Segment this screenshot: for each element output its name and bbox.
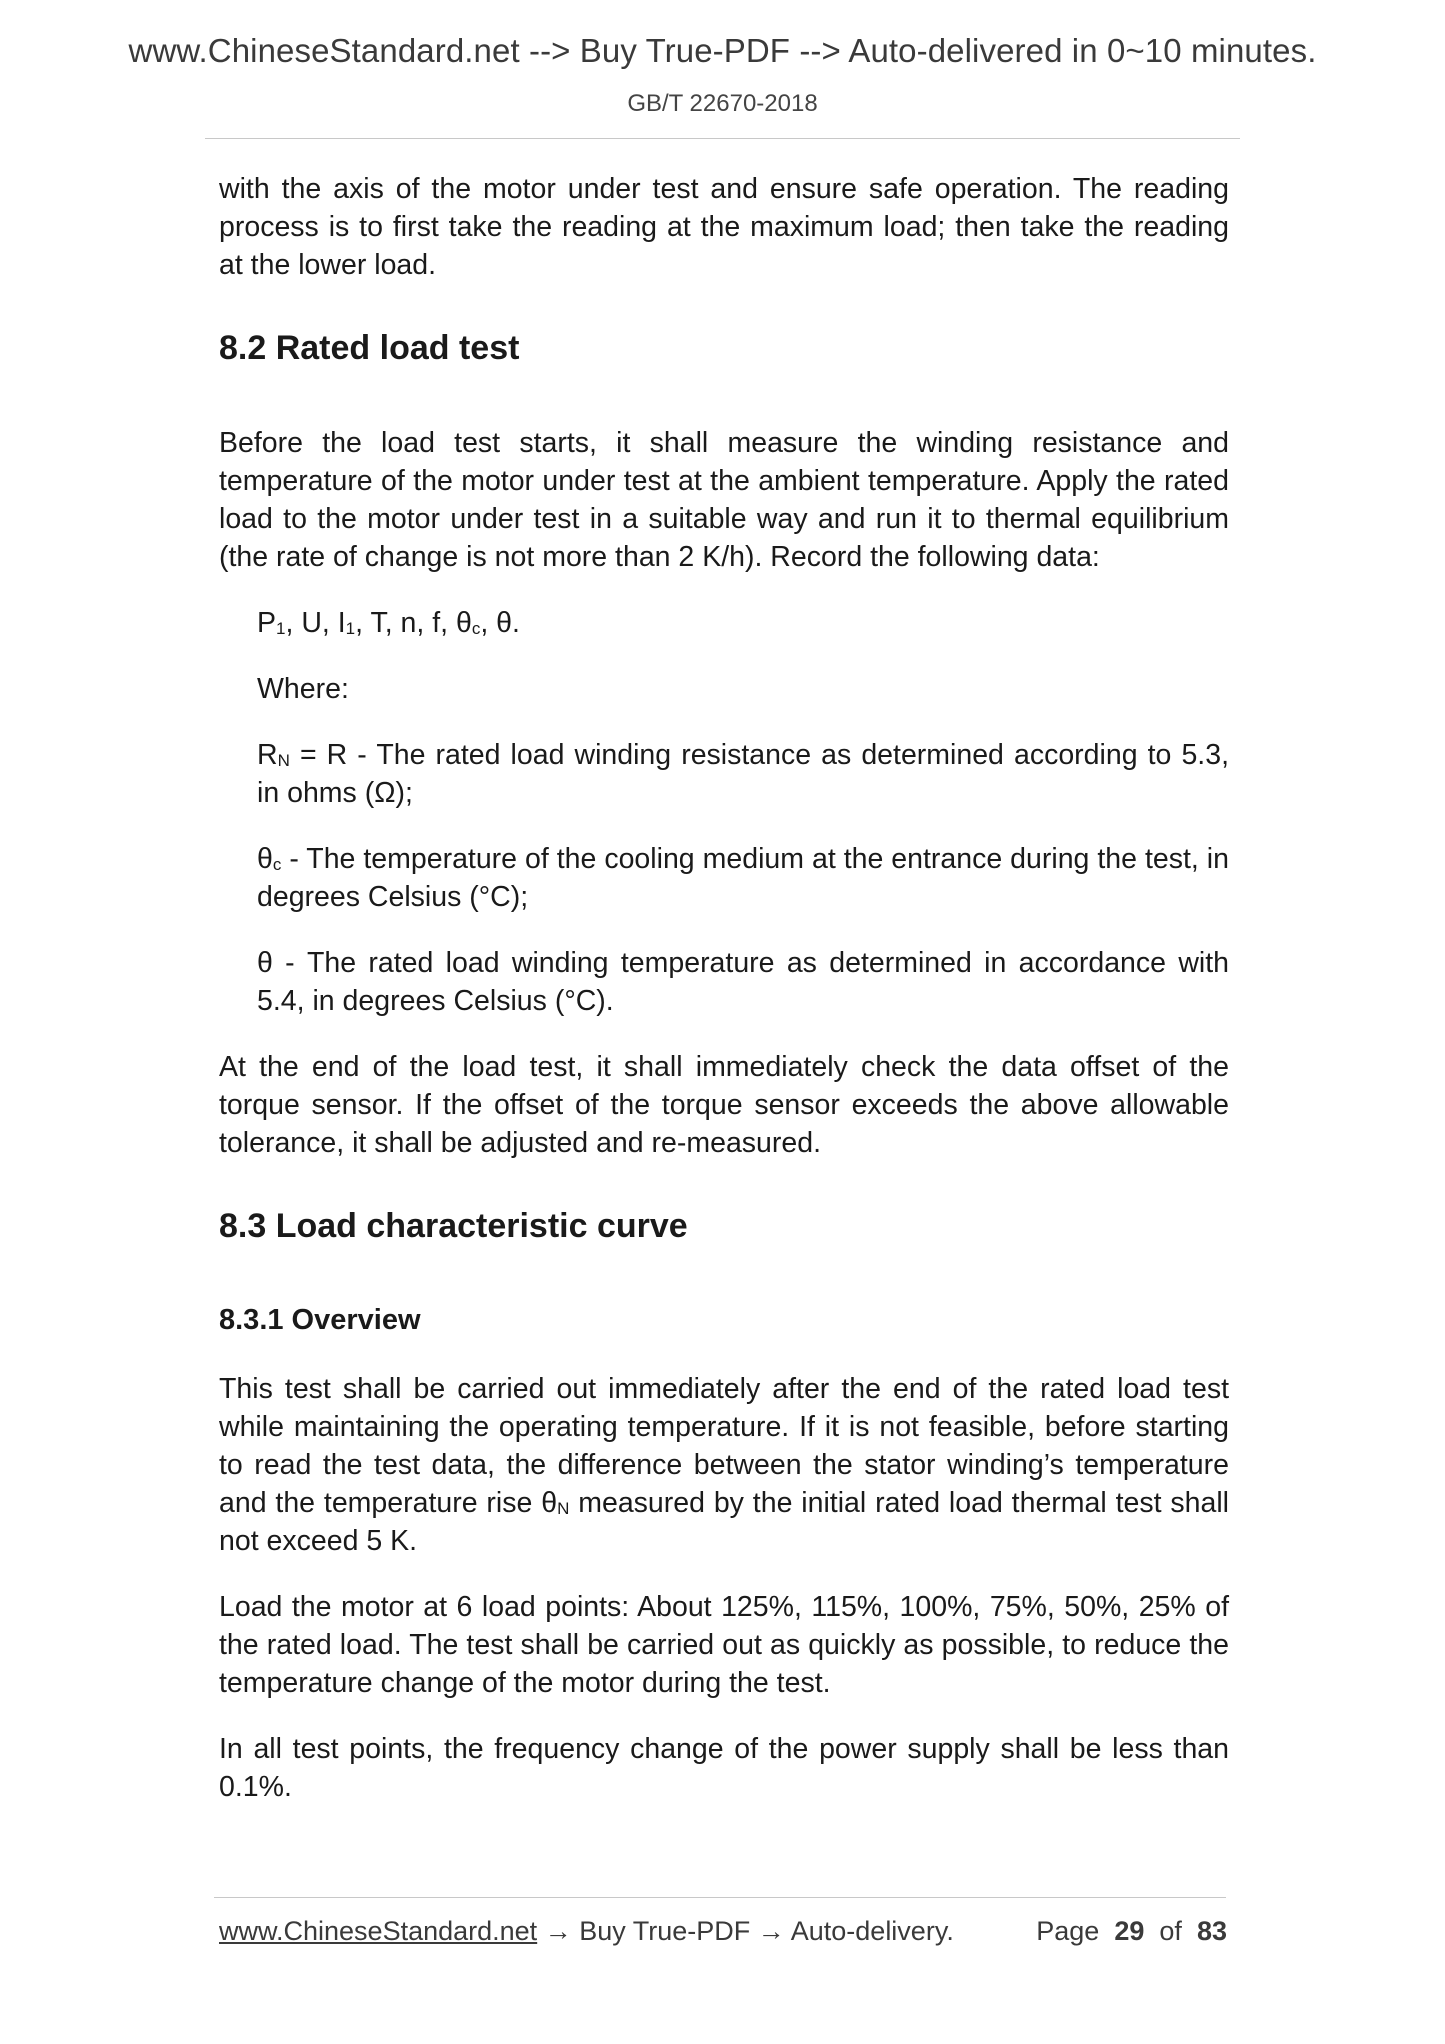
where-label: Where: [257, 673, 349, 705]
footer-promo [219, 1916, 954, 1947]
subscript-n: N [277, 751, 290, 770]
footer-tagline: → Buy True-PDF → Auto-delivery. [537, 1916, 954, 1946]
subscript-c: c [471, 619, 481, 638]
paragraph-text: measured by the initial rated load thermal test shall not exceed 5 K. [219, 1487, 1229, 1557]
definition-rn [257, 736, 1229, 812]
paragraph-text: This test shall be carried out immediately after the end of the rated load test while maintaining the operating temperature. If it is not feasible, before starting to read the test data, the difference between the stator winding’s temperature and the temperature rise θ [219, 1373, 1229, 1519]
intro-paragraph: with the axis of the motor under test and ensure safe operation. The reading process is to first take the reading at the maximum load; then take the reading at the lower load. [219, 173, 1229, 281]
section-heading-8-3: 8.3 Load characteristic curve [219, 1207, 688, 1245]
page-label: Page [1036, 1916, 1100, 1946]
subscript-1: 1 [276, 619, 286, 638]
header-divider [205, 138, 1240, 139]
paragraph-8-2-b: At the end of the load test, it shall immediately check the data offset of the torque sensor. If the offset of the torque sensor exceeds the above allowable tolerance, it shall be adjusted and re-measured. [219, 1051, 1229, 1159]
subscript-c: c [272, 855, 282, 874]
symbol-p: P [257, 607, 277, 639]
header-banner: www.ChineseStandard.net --> Buy True-PDF --> Auto-delivered in 0~10 minutes. [128, 32, 1317, 69]
paragraph-8-2-a: Before the load test starts, it shall measure the winding resistance and temperature of the motor under test at the ambient temperature. Apply the rated load to the motor under test in a suitable way and run it to thermal equilibrium (the rate of change is not more than 2 K/h). Record the following data: [219, 427, 1229, 573]
total-pages: 83 [1196, 1916, 1227, 1946]
symbols-u-i: , U, I [285, 607, 346, 639]
symbol-r: R [257, 739, 278, 771]
symbol-theta: θ [257, 843, 273, 875]
page-indicator [1036, 1916, 1227, 1947]
footer-divider [214, 1897, 1226, 1898]
paragraph-8-3-1-b: Load the motor at 6 load points: About 125%, 115%, 100%, 75%, 50%, 25% of the rated load. The test shall be carried out as quickly as possible, to reduce the temperature change of the motor during the test. [219, 1591, 1229, 1699]
paragraph-8-3-1-c: In all test points, the frequency change of the power supply shall be less than 0.1%. [219, 1733, 1229, 1803]
symbols-t-n-f: , T, n, f, θ [355, 607, 472, 639]
definition-theta: θ - The rated load winding temperature as determined in accordance with 5.4, in degrees Celsius (°C). [257, 947, 1229, 1017]
paragraph-8-3-1-a [219, 1370, 1229, 1560]
footer-site-link[interactable]: www.ChineseStandard.net [219, 1916, 538, 1946]
current-page-number: 29 [1114, 1916, 1145, 1946]
document-body [219, 170, 1229, 1834]
symbol-theta-end: , θ. [480, 607, 520, 639]
of-label: of [1159, 1916, 1182, 1946]
definition-theta-c-text: - The temperature of the cooling medium at the entrance during the test, in degrees Celsius (°C); [257, 843, 1229, 913]
recorded-data-list [257, 604, 1229, 642]
subsection-heading-8-3-1: 8.3.1 Overview [219, 1304, 421, 1336]
subscript-n: N [557, 1499, 570, 1518]
section-heading-8-2: 8.2 Rated load test [219, 329, 520, 367]
definition-theta-c [257, 840, 1229, 916]
standard-number: GB/T 22670-2018 [627, 90, 818, 117]
subscript-1: 1 [345, 619, 356, 638]
definition-rn-text: = R - The rated load winding resistance as determined according to 5.3, in ohms (Ω); [257, 739, 1229, 809]
